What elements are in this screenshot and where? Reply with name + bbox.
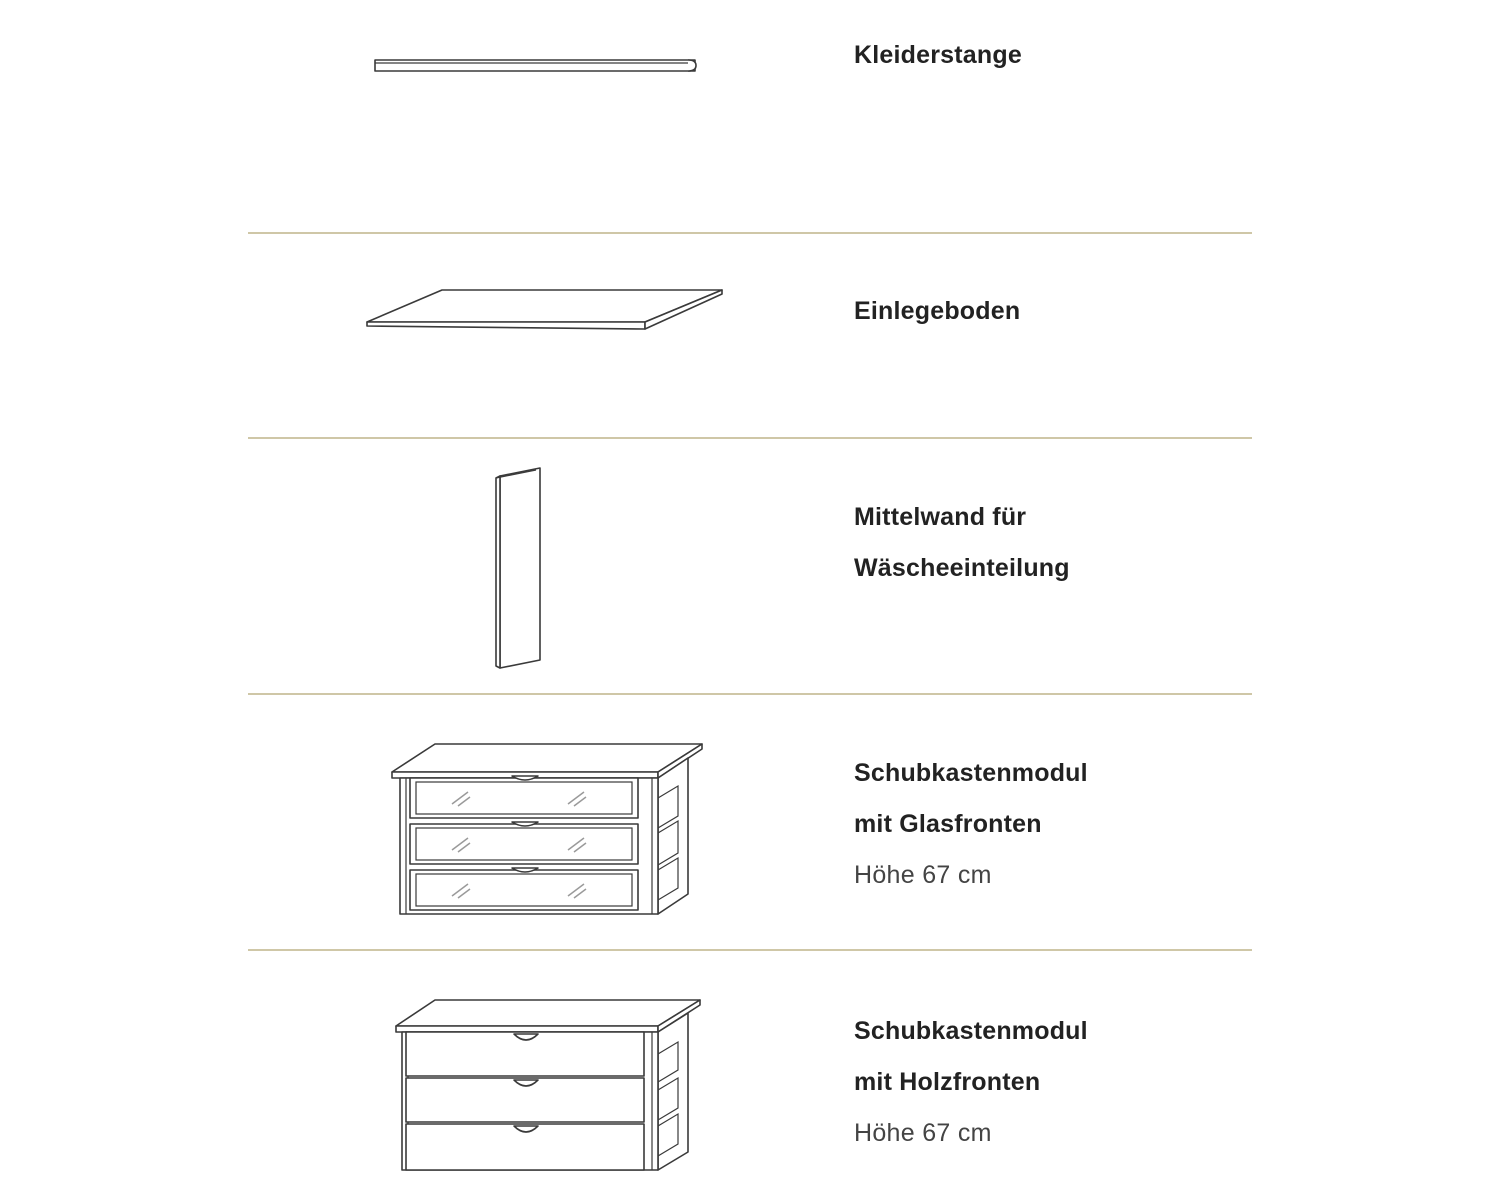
item-glass-drawer-module	[854, 748, 1354, 901]
divider-panel-drawing	[340, 462, 740, 672]
section-divider	[248, 949, 1252, 951]
section-divider	[248, 693, 1252, 695]
clothes-rail-drawing	[340, 50, 740, 80]
item-middle-wall	[854, 492, 1354, 594]
item-title-line-1: Mittelwand für	[854, 503, 1027, 531]
item-height: Höhe 67 cm	[854, 1119, 992, 1147]
item-title-line-2: mit Glasfronten	[854, 810, 1042, 838]
item-wood-drawer-module	[854, 1006, 1354, 1159]
item-height: Höhe 67 cm	[854, 861, 992, 889]
item-title-line-1: Schubkastenmodul	[854, 759, 1088, 787]
item-title: Kleiderstange	[854, 41, 1022, 69]
item-clothes-rail	[854, 30, 1354, 81]
section-divider	[248, 437, 1252, 439]
section-divider	[248, 232, 1252, 234]
glass-drawer-module-drawing	[340, 738, 740, 918]
shelf-board-drawing	[340, 282, 740, 342]
item-title-line-1: Schubkastenmodul	[854, 1017, 1088, 1045]
item-title-line-2: Wäscheeinteilung	[854, 554, 1070, 582]
item-shelf	[854, 286, 1354, 337]
wood-drawer-module-drawing	[340, 996, 740, 1176]
item-title: Einlegeboden	[854, 297, 1021, 325]
item-title-line-2: mit Holzfronten	[854, 1068, 1041, 1096]
